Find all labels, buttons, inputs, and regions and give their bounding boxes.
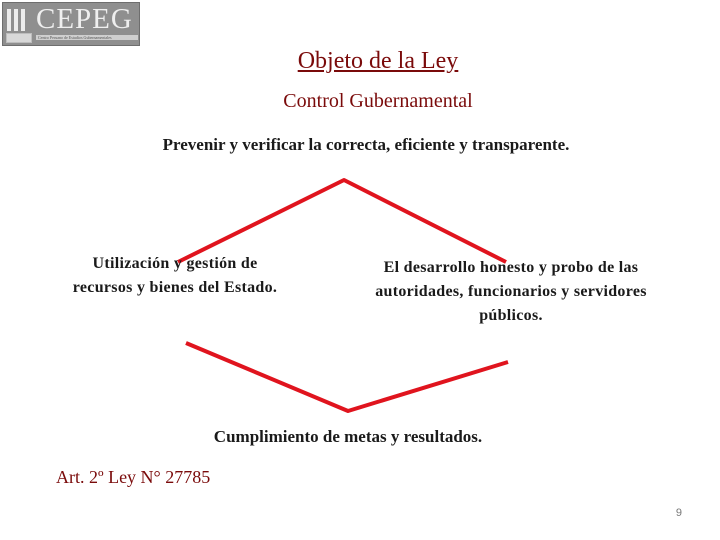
page-number: 9 xyxy=(675,507,682,519)
slide-title: Objeto de la Ley xyxy=(297,48,459,74)
result-statement: Cumplimiento de metas y resultados. xyxy=(213,427,483,446)
top-connector-line xyxy=(178,180,506,262)
objective-statement: Prevenir y verificar la correcta, eficiente y transparente. xyxy=(162,135,570,154)
slide-subtitle: Control Gubernamental xyxy=(283,90,473,112)
authorities-block: El desarrollo honesto y probo de las autoridades, funcionarios y servidores públicos. xyxy=(375,259,647,324)
law-article-reference: Art. 2º Ley N° 27785 xyxy=(56,467,211,487)
resources-block: Utilización y gestión de recursos y bienes del Estado. xyxy=(72,255,278,296)
logo-subtext: Centro Peruano de Estudios Gubernamentales xyxy=(36,35,138,40)
bottom-connector-line xyxy=(186,343,508,411)
logo-text: CEPEG xyxy=(36,3,133,35)
